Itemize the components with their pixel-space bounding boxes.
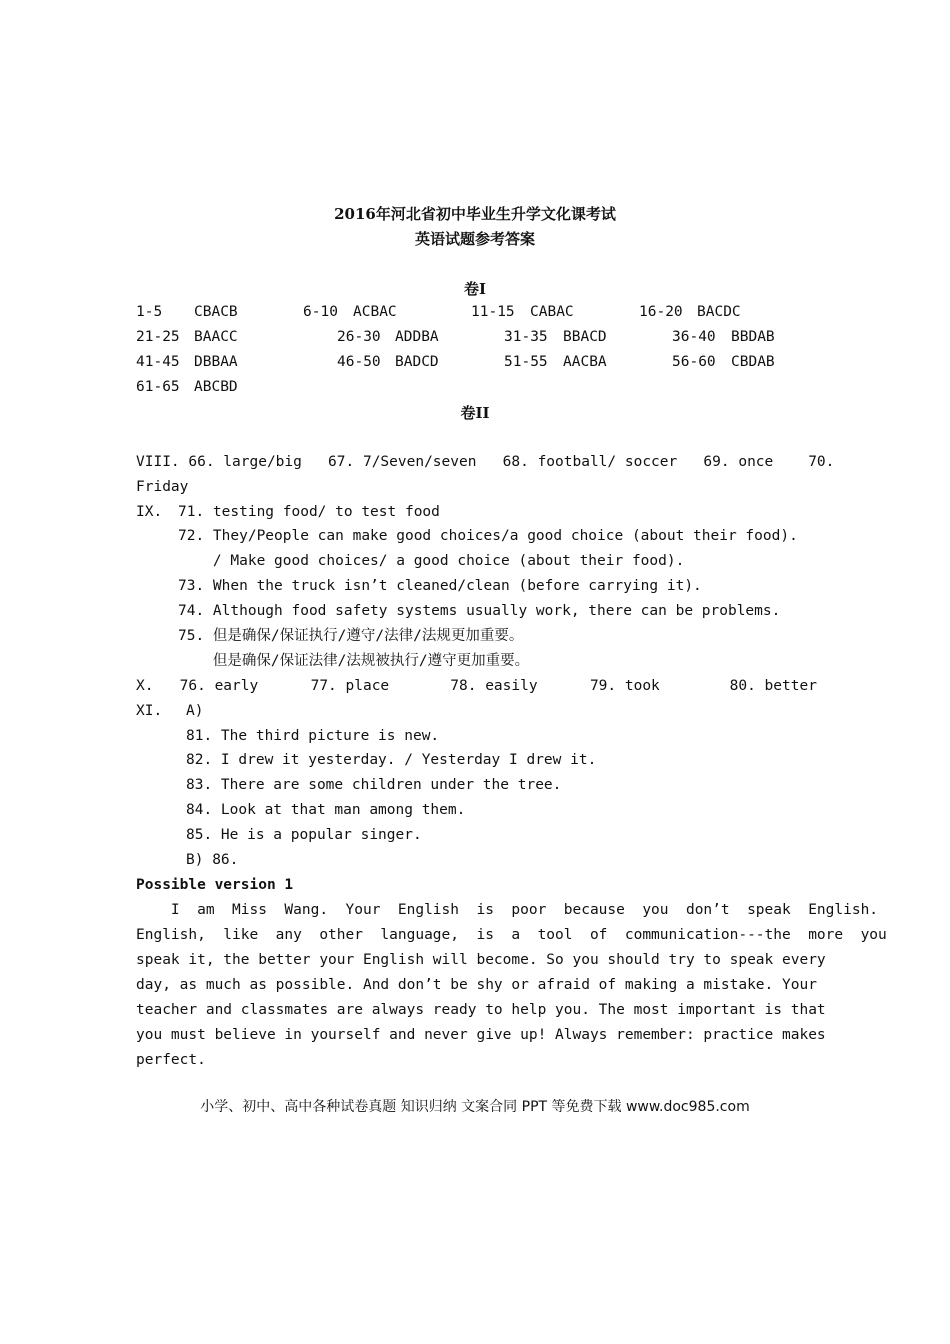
answer-group: BAACC xyxy=(194,329,238,345)
version-label: Possible version 1 xyxy=(136,877,294,893)
xi-part-b: B) 86. xyxy=(186,852,239,868)
range-label: 41-45 xyxy=(136,354,180,370)
range-label: 11-15 xyxy=(471,304,515,320)
ix-item: 但是确保/保证法律/法规被执行/遵守更加重要。 xyxy=(178,653,530,669)
answer-group: BADCD xyxy=(395,354,439,370)
xi-item: 83. There are some children under the tree. xyxy=(186,777,562,793)
range-label: 21-25 xyxy=(136,329,180,345)
answer-group: CBDAB xyxy=(731,354,775,370)
essay-line: perfect. xyxy=(136,1052,206,1068)
essay-line: English, like any other language, is a tool of communication---the more you xyxy=(136,927,887,943)
answer-group: CBACB xyxy=(194,304,238,320)
answer-group: BBACD xyxy=(563,329,607,345)
viii-line: VIII. 66. large/big 67. 7/Seven/seven 68. football/ soccer 69. once 70. xyxy=(136,454,835,470)
answer-group: ABCBD xyxy=(194,379,238,395)
section-1-label: 卷Ⅰ xyxy=(463,280,487,298)
essay-line: you must believe in yourself and never give up! Always remember: practice makes xyxy=(136,1027,826,1043)
xi-label: XI. xyxy=(136,703,163,719)
answer-group: AACBA xyxy=(563,354,607,370)
xi-item: 85. He is a popular singer. xyxy=(186,827,422,843)
range-label: 31-35 xyxy=(504,329,548,345)
answer-group: BBDAB xyxy=(731,329,775,345)
range-label: 6-10 xyxy=(303,304,338,320)
answer-group: CABAC xyxy=(530,304,574,320)
ix-label: IX. xyxy=(136,504,163,520)
x-line: X. 76. early 77. place 78. easily 79. took 80. better xyxy=(136,678,817,694)
range-label: 56-60 xyxy=(672,354,716,370)
answer-group: BACDC xyxy=(697,304,741,320)
footer-text: 小学、初中、高中各种试卷真题 知识归纳 文案合同 PPT 等免费下载 www.doc985.com xyxy=(200,1099,750,1115)
range-label: 16-20 xyxy=(639,304,683,320)
ix-item: 71. testing food/ to test food xyxy=(178,504,440,520)
range-label: 61-65 xyxy=(136,379,180,395)
essay-line: day, as much as possible. And don’t be shy or afraid of making a mistake. Your xyxy=(136,977,817,993)
essay-line: speak it, the better your English will become. So you should try to speak every xyxy=(136,952,826,968)
essay-line: teacher and classmates are always ready to help you. The most important is that xyxy=(136,1002,826,1018)
page-title: 2016年河北省初中毕业生升学文化课考试 xyxy=(334,205,616,223)
range-label: 26-30 xyxy=(337,329,381,345)
section-2-label: 卷II xyxy=(460,404,490,422)
ix-item: 74. Although food safety systems usually work, there can be problems. xyxy=(178,603,781,619)
answer-group: DBBAA xyxy=(194,354,238,370)
answer-group: ACBAC xyxy=(353,304,397,320)
xi-item: 84. Look at that man among them. xyxy=(186,802,466,818)
range-label: 51-55 xyxy=(504,354,548,370)
ix-item: 72. They/People can make good choices/a good choice (about their food). xyxy=(178,528,798,544)
xi-item: 82. I drew it yesterday. / Yesterday I drew it. xyxy=(186,752,597,768)
range-label: 1-5 xyxy=(136,304,163,320)
xi-part-a: A) xyxy=(186,703,204,719)
page-subtitle: 英语试题参考答案 xyxy=(414,230,535,248)
range-label: 36-40 xyxy=(672,329,716,345)
ix-item: 73. When the truck isn’t cleaned/clean (before carrying it). xyxy=(178,578,702,594)
answer-group: ADDBA xyxy=(395,329,439,345)
xi-item: 81. The third picture is new. xyxy=(186,728,440,744)
range-label: 46-50 xyxy=(337,354,381,370)
viii-line-continued: Friday xyxy=(136,479,189,495)
ix-item: / Make good choices/ a good choice (about their food). xyxy=(178,553,685,569)
essay-line: I am Miss Wang. Your English is poor because you don’t speak English. xyxy=(136,902,879,918)
ix-item: 75. 但是确保/保证执行/遵守/法律/法规更加重要。 xyxy=(178,628,524,644)
